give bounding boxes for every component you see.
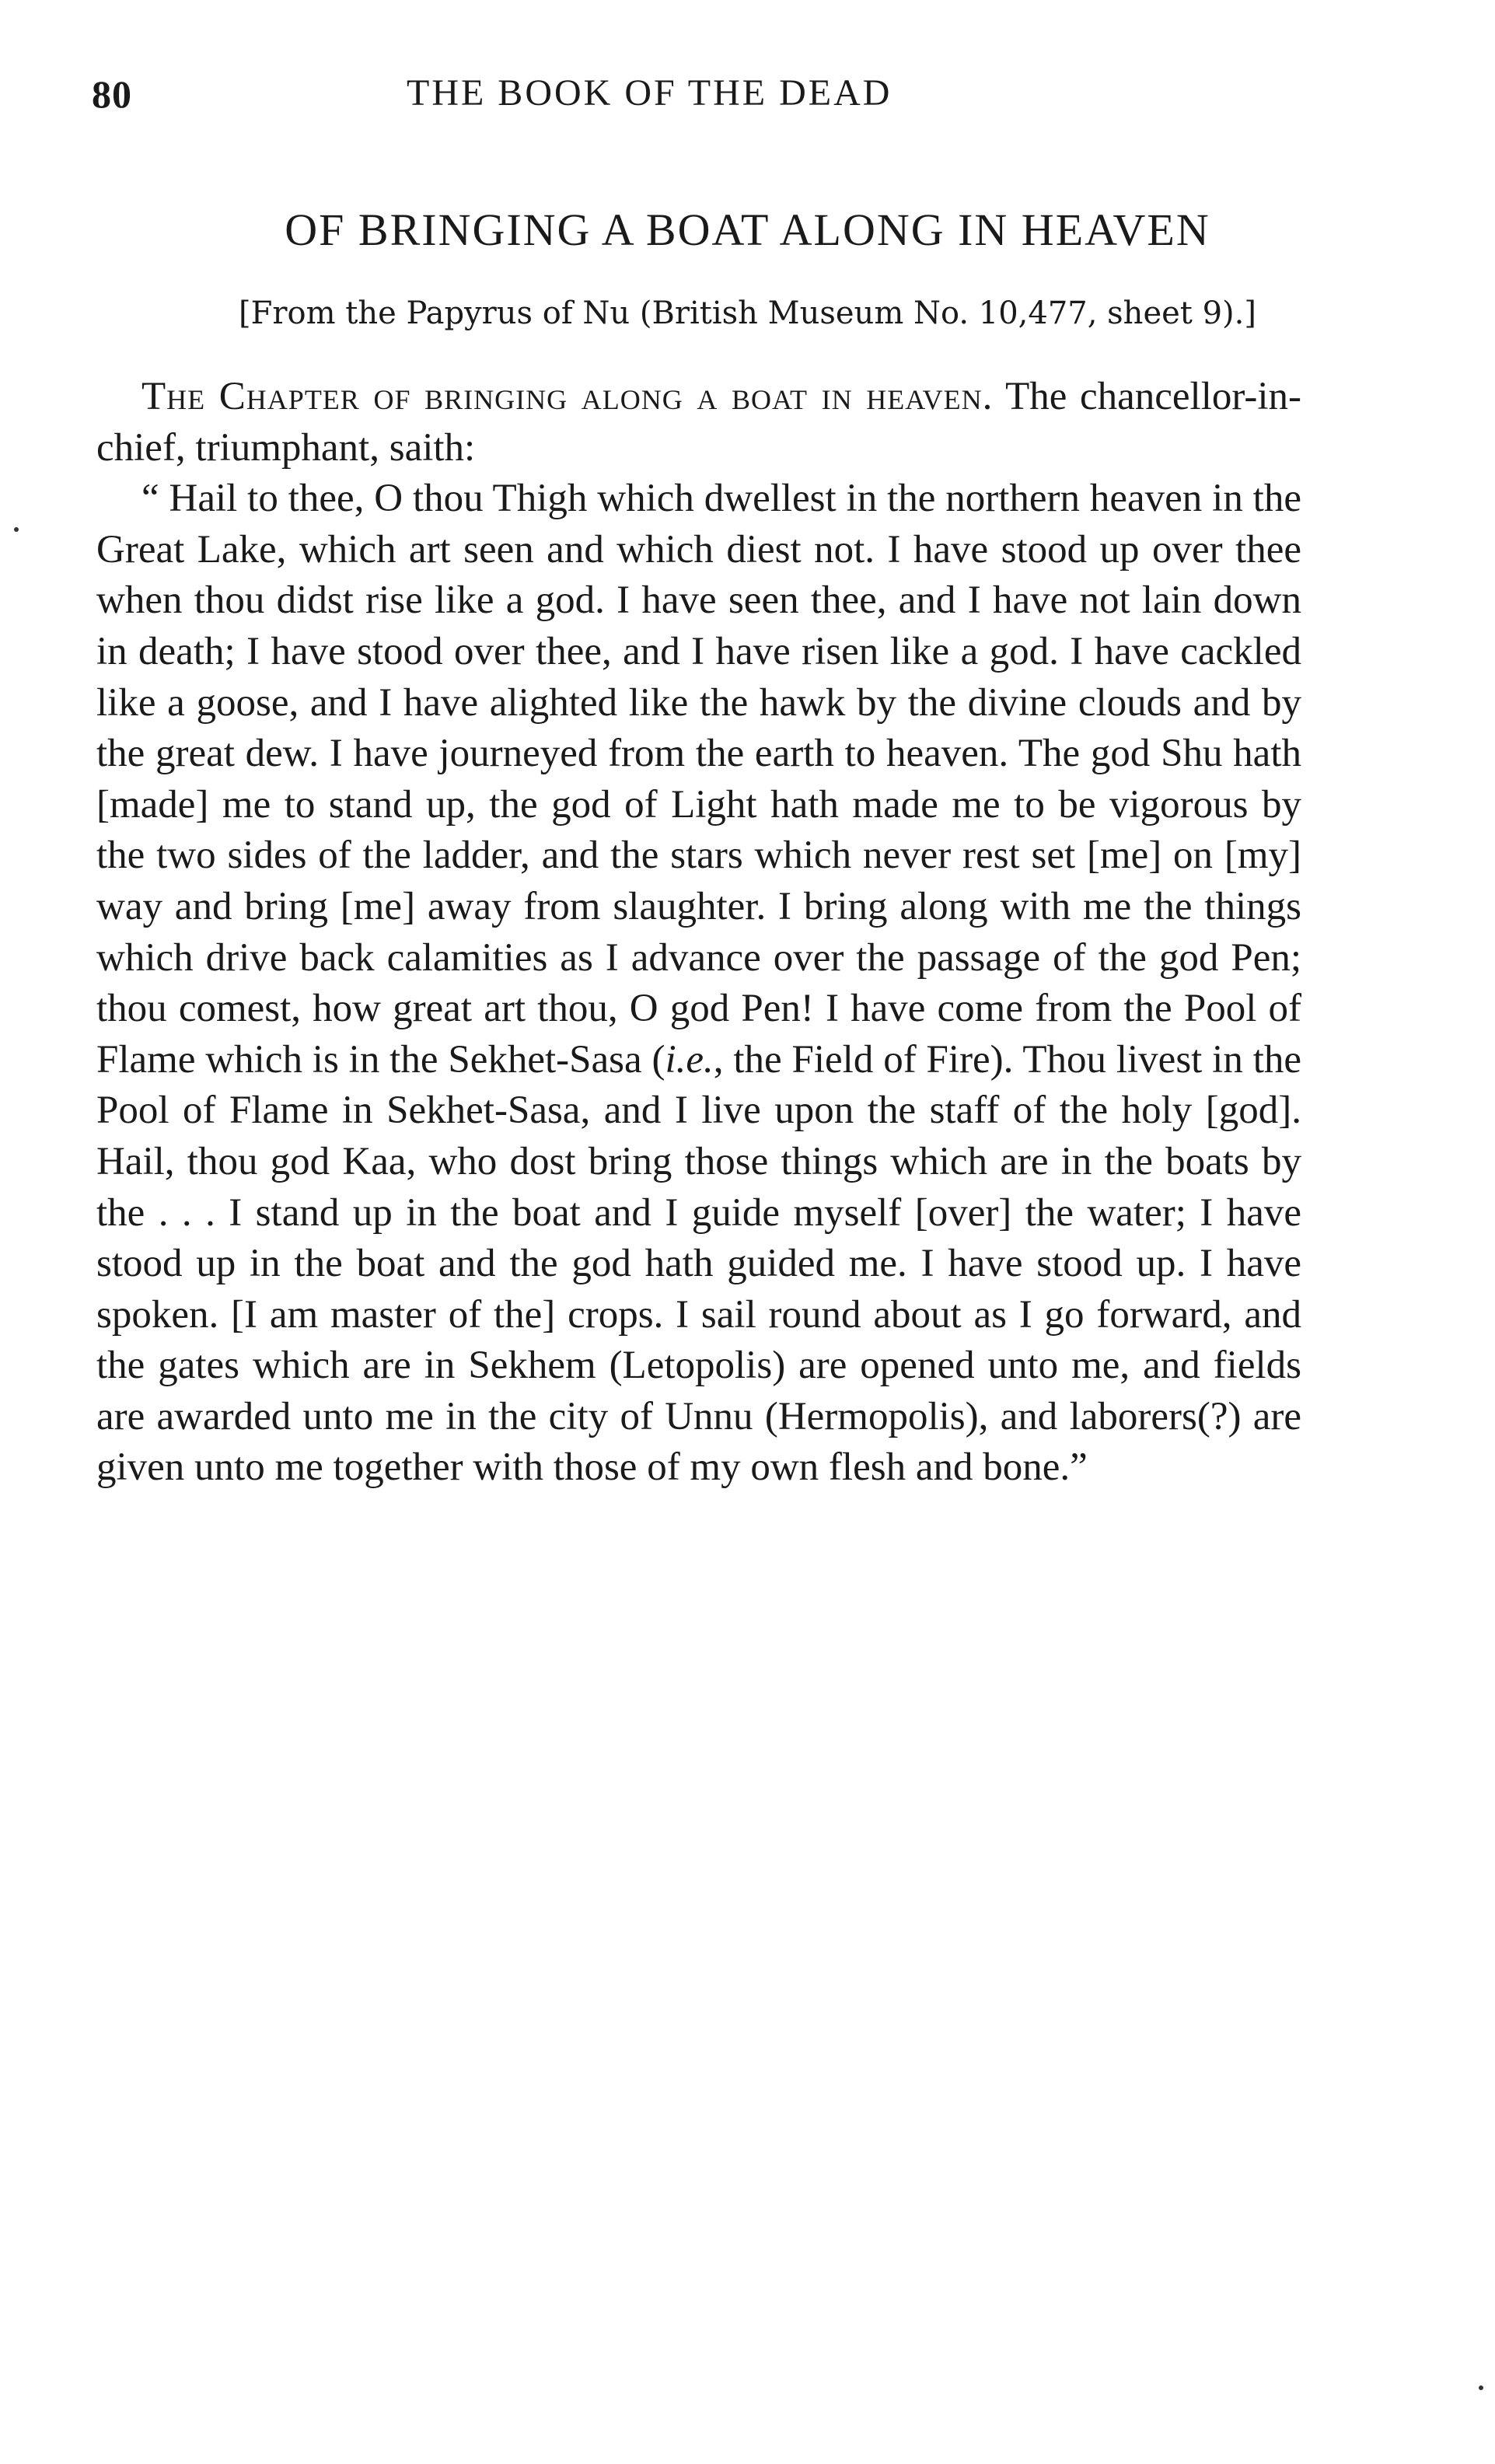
- body-text: [96, 372, 1301, 1494]
- source-note: [From the Papyrus of Nu (British Museum No. 10,477, sheet 9).]: [239, 295, 1256, 331]
- speech-part-2: , the Field of Fire). Thou livest in the Pool of Flame in Sekhet-Sasa, and I live upon the staff of the holy [god]. Hail, thou god Kaa, who dost bring those things which are in the boats by the . . . I stand up in the boat and I guide myself [over] the water; I have stood up in the boat and the god hath guided me. I have stood up. I have spoken. [I am master of the] crops. I sail round about as I go forward, and the gates which are in Sekhem (Letopolis) are opened unto me, and fields are awarded unto me in the city of Unnu (Hermopolis), and laborers(?) are given unto me together with those of my own flesh and bone.”: [96, 1037, 1302, 1490]
- page-number: 80: [92, 72, 132, 116]
- stray-mark: [1479, 2385, 1483, 2390]
- chapter-heading: OF BRINGING A BOAT ALONG IN HEAVEN: [285, 204, 1210, 255]
- speech-part-1: “ Hail to thee, O thou Thigh which dwellest in the northern heaven in the Great Lake, which art seen and which diest not. I have stood up over thee when thou didst rise like a god. I have seen thee, and I have not lain down in death; I have stood over thee, and I have risen like a god. I have cackled like a goose, and I have alighted like the hawk by the divine clouds and by the great dew. I have journeyed from the earth to heaven. The god Shu hath [made] me to stand up, the god of Light hath made me to be vigorous by the two sides of the ladder, and the stars which never rest set [me] on [my] way and bring [me] away from slaughter. I bring along with me the things which drive back calamities as I advance over the passage of the god Pen; thou comest, how great art thou, O god Pen! I have come from the Pool of Flame which is in the Sekhet-Sasa (: [96, 477, 1301, 1082]
- speech-italic-abbrev: i.e.: [665, 1037, 714, 1082]
- intro-paragraph: [96, 372, 1301, 474]
- speech-paragraph: [96, 474, 1301, 1494]
- stray-mark: [14, 527, 19, 532]
- chapter-title-smallcaps: The Chapter of bringing along a boat in heaven.: [141, 375, 994, 418]
- intro-rest: The chancellor-in-chief, triumphant, saith:: [96, 375, 1301, 470]
- running-title: THE BOOK OF THE DEAD: [407, 72, 892, 114]
- running-head: [92, 72, 1305, 134]
